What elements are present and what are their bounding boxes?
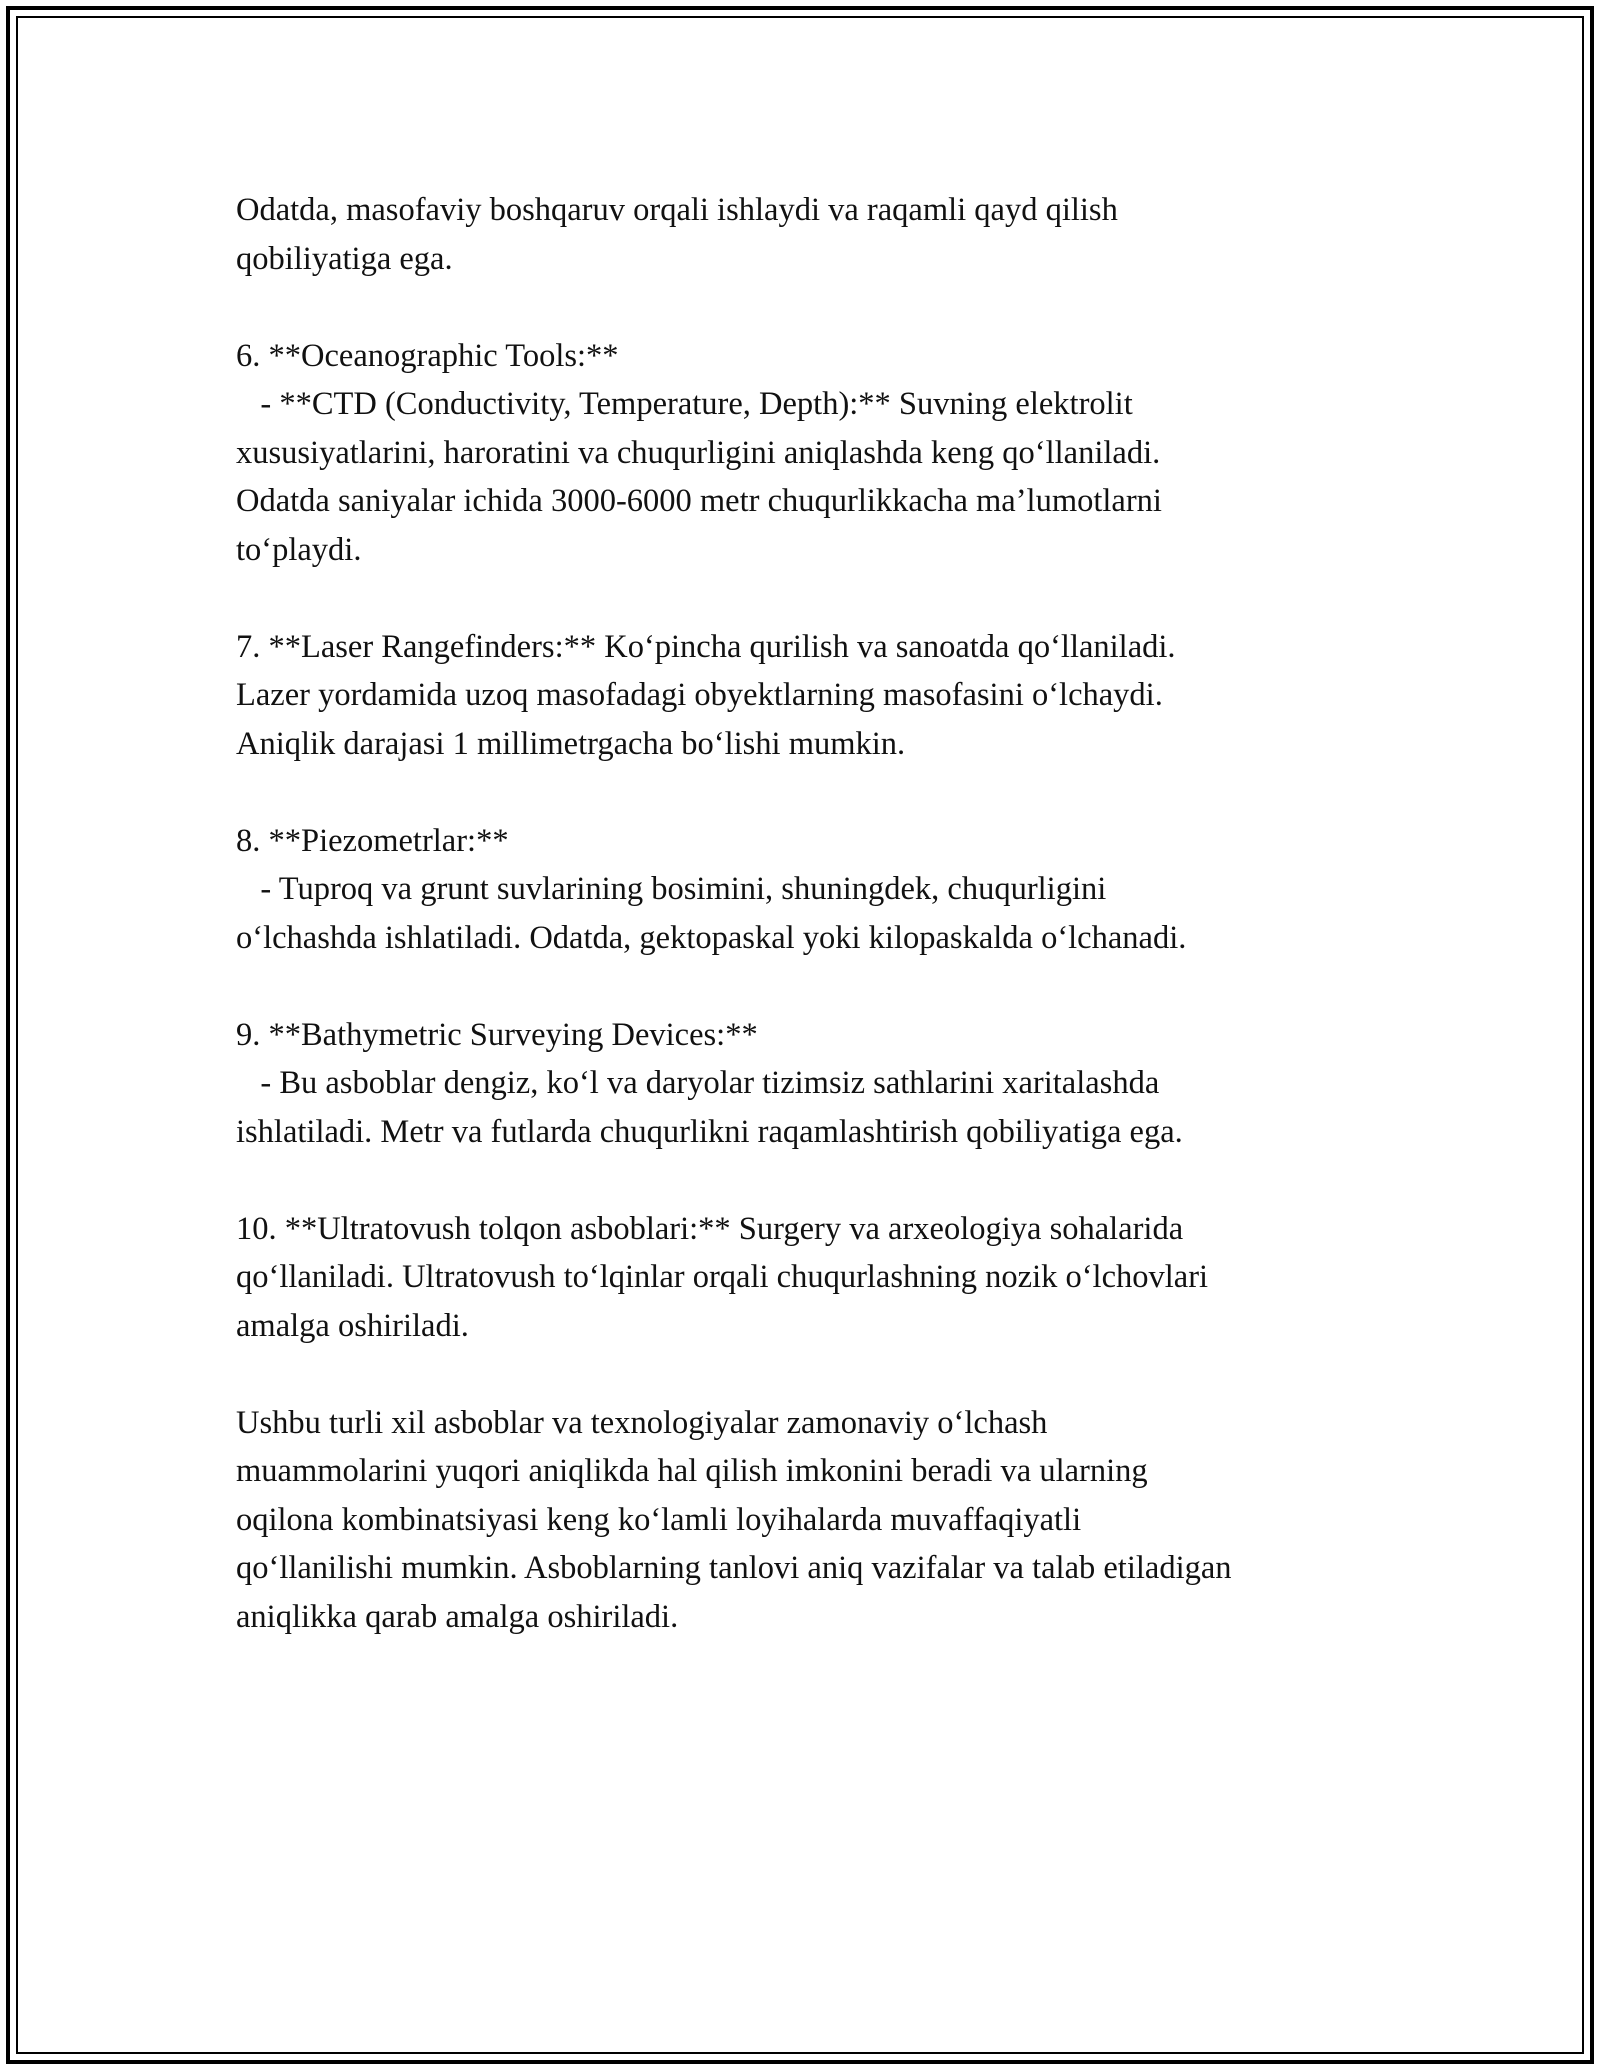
text-line: aniqlikka qarab amalga oshiriladi. bbox=[236, 1598, 679, 1635]
text-line: Odatda saniyalar ichida 3000-6000 metr chuqurlikkacha ma’lumotlarni bbox=[236, 483, 1162, 519]
text-line: qo‘llanilishi mumkin. Asboblarning tanlovi aniq vazifalar va talab etiladigan bbox=[236, 1550, 1232, 1586]
paragraph bbox=[236, 186, 1376, 283]
text-line: - Tuproq va grunt suvlarining bosimini, shuningdek, chuqurligini bbox=[236, 871, 1107, 907]
text-line: Odatda, masofaviy boshqaruv orqali ishlaydi va raqamli qayd qilish bbox=[236, 192, 1118, 228]
text-line: qo‘llaniladi. Ultratovush to‘lqinlar orqali chuqurlashning nozik o‘lchovlari bbox=[236, 1259, 1209, 1295]
text-line: Aniqlik darajasi 1 millimetrgacha bo‘lishi mumkin. bbox=[236, 725, 906, 762]
paragraph bbox=[236, 332, 1376, 575]
text-line: to‘playdi. bbox=[236, 531, 362, 568]
text-line: xususiyatlarini, haroratini va chuqurligini aniqlashda keng qo‘llaniladi. bbox=[236, 434, 1161, 471]
paragraph bbox=[236, 623, 1376, 769]
paragraph bbox=[236, 1205, 1376, 1351]
paragraph bbox=[236, 817, 1376, 963]
text-line: Lazer yordamida uzoq masofadagi obyektlarning masofasini o‘lchaydi. bbox=[236, 677, 1163, 713]
text-line: 9. **Bathymetric Surveying Devices:** bbox=[236, 1016, 758, 1053]
text-line: - **CTD (Conductivity, Temperature, Depth):** Suvning elektrolit bbox=[236, 386, 1133, 422]
text-line: qobiliyatiga ega. bbox=[236, 240, 453, 277]
text-line: o‘lchashda ishlatiladi. Odatda, gektopaskal yoki kilopaskalda o‘lchanadi. bbox=[236, 919, 1187, 956]
text-line: amalga oshiriladi. bbox=[236, 1307, 469, 1344]
text-line: Ushbu turli xil asboblar va texnologiyalar zamonaviy o‘lchash bbox=[236, 1404, 1048, 1441]
text-line: 6. **Oceanographic Tools:** bbox=[236, 337, 619, 374]
paragraph bbox=[236, 1399, 1376, 1642]
document-body bbox=[236, 186, 1376, 1690]
text-line: - Bu asboblar dengiz, ko‘l va daryolar tizimsiz sathlarini xaritalashda bbox=[236, 1065, 1160, 1101]
text-line: 7. **Laser Rangefinders:** Ko‘pincha qurilish va sanoatda qo‘llaniladi. bbox=[236, 628, 1176, 665]
text-line: 8. **Piezometrlar:** bbox=[236, 822, 509, 859]
paragraph bbox=[236, 1011, 1376, 1157]
text-line: ishlatiladi. Metr va futlarda chuqurlikni raqamlashtirish qobiliyatiga ega. bbox=[236, 1113, 1183, 1150]
text-line: 10. **Ultratovush tolqon asboblari:** Surgery va arxeologiya sohalarida bbox=[236, 1210, 1184, 1247]
text-line: oqilona kombinatsiyasi keng ko‘lamli loyihalarda muvaffaqiyatli bbox=[236, 1501, 1082, 1538]
text-line: muammolarini yuqori aniqlikda hal qilish imkonini beradi va ularning bbox=[236, 1453, 1148, 1489]
